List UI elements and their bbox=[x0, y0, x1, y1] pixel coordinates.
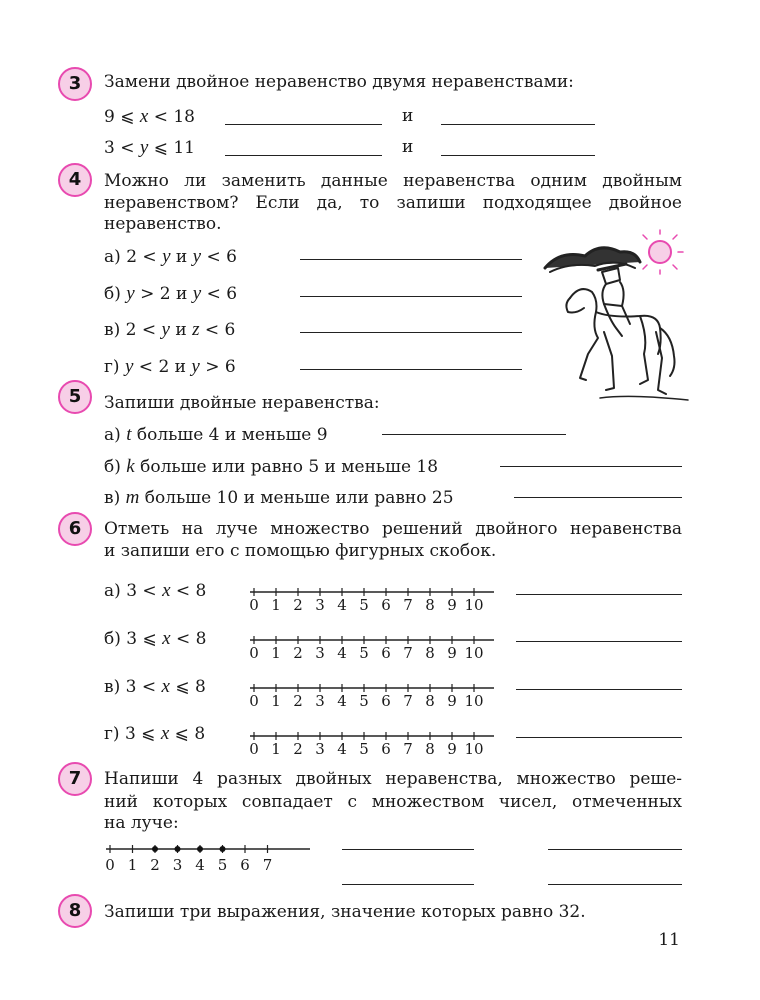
number-line-a[interactable] bbox=[249, 586, 500, 614]
tick-label: 6 bbox=[240, 856, 250, 874]
task-6-line-1: Отметь на луче множество решений двойного неравенства bbox=[104, 519, 682, 539]
task-4-item-a: а) 2 < y и y < 6 bbox=[104, 246, 237, 267]
task-7-line-1: Напиши 4 разных двойных неравенства, множество реше- bbox=[104, 769, 682, 789]
tick-label: 6 bbox=[381, 740, 391, 758]
tick-label: 10 bbox=[464, 596, 484, 614]
task-5-item-a: а) t больше 4 и меньше 9 bbox=[104, 424, 328, 445]
tick-label: 6 bbox=[381, 644, 391, 662]
task-7-line-2: ний которых совпадает с множеством чисел, отмеченных bbox=[104, 792, 682, 812]
tick-label: 4 bbox=[337, 692, 347, 710]
number-line-axis bbox=[106, 842, 312, 856]
answer-line[interactable] bbox=[300, 259, 522, 260]
answer-line[interactable] bbox=[514, 497, 682, 498]
answer-line[interactable] bbox=[300, 332, 522, 333]
answer-line[interactable] bbox=[342, 849, 474, 850]
task-3-row-1: 9 ⩽ x < 18 bbox=[104, 106, 195, 127]
tick-label: 1 bbox=[271, 596, 281, 614]
task-4-badge: 4 bbox=[58, 163, 92, 197]
answer-line[interactable] bbox=[382, 434, 566, 435]
marked-point bbox=[175, 846, 181, 852]
tick-label: 10 bbox=[464, 692, 484, 710]
answer-line[interactable] bbox=[225, 155, 382, 156]
task-3-row-2: 3 < y ⩽ 11 bbox=[104, 137, 195, 158]
answer-line[interactable] bbox=[516, 641, 682, 642]
tick-label: 3 bbox=[315, 644, 325, 662]
tick-label: 2 bbox=[293, 692, 303, 710]
task-7-line-3: на луче: bbox=[104, 813, 179, 833]
answer-line[interactable] bbox=[441, 155, 595, 156]
conjunction: и bbox=[402, 137, 414, 157]
tick-label: 5 bbox=[359, 692, 369, 710]
tick-label: 7 bbox=[403, 596, 413, 614]
answer-line[interactable] bbox=[342, 884, 474, 885]
tick-label: 7 bbox=[403, 644, 413, 662]
task-4-line-2: неравенством? Если да, то запиши подходящее двойное bbox=[104, 193, 682, 213]
tick-label: 2 bbox=[293, 740, 303, 758]
task-4-item-d: г) y < 2 и y > 6 bbox=[104, 356, 236, 377]
tick-label: 1 bbox=[127, 856, 138, 874]
page-number: 11 bbox=[658, 930, 680, 950]
tick-label: 10 bbox=[464, 644, 484, 662]
answer-line[interactable] bbox=[516, 594, 682, 595]
tick-label: 9 bbox=[447, 692, 457, 710]
tick-label: 8 bbox=[425, 692, 435, 710]
tick-label: 0 bbox=[249, 644, 259, 662]
task-4-item-c: в) 2 < y и z < 6 bbox=[104, 319, 236, 340]
task-6-item-d: г) 3 ⩽ x ⩽ 8 bbox=[104, 723, 206, 744]
answer-line[interactable] bbox=[225, 124, 382, 125]
tick-label: 10 bbox=[464, 740, 484, 758]
task-6-badge: 6 bbox=[58, 512, 92, 546]
task-5-item-b: б) k больше или равно 5 и меньше 18 bbox=[104, 456, 439, 477]
task-4-line-1: Можно ли заменить данные неравенства одним двойным bbox=[104, 171, 682, 191]
tick-label: 4 bbox=[337, 644, 347, 662]
tick-label: 5 bbox=[359, 740, 369, 758]
task-6-item-c: в) 3 < x ⩽ 8 bbox=[104, 676, 206, 697]
answer-line[interactable] bbox=[300, 369, 522, 370]
answer-line[interactable] bbox=[516, 737, 682, 738]
tick-label: 2 bbox=[293, 596, 303, 614]
tick-label: 3 bbox=[172, 856, 183, 874]
task-5-badge: 5 bbox=[58, 380, 92, 414]
number-line-d[interactable] bbox=[249, 730, 500, 758]
tick-label: 3 bbox=[315, 692, 325, 710]
tick-label: 9 bbox=[447, 644, 457, 662]
tick-label: 9 bbox=[447, 596, 457, 614]
tick-label: 0 bbox=[249, 596, 259, 614]
task-4-item-b: б) y > 2 и y < 6 bbox=[104, 283, 238, 304]
tick-label: 3 bbox=[315, 740, 325, 758]
task-3-text: Замени двойное неравенство двумя неравенствами: bbox=[104, 72, 574, 92]
answer-line[interactable] bbox=[548, 849, 682, 850]
conjunction: и bbox=[402, 106, 414, 126]
task-6-line-2: и запиши его с помощью фигурных скобок. bbox=[104, 541, 497, 561]
task-3-badge: 3 bbox=[58, 67, 92, 101]
tick-label: 8 bbox=[425, 740, 435, 758]
tick-label: 5 bbox=[217, 856, 228, 874]
task-8-text: Запиши три выражения, значение которых равно 32. bbox=[104, 902, 586, 922]
tick-label: 2 bbox=[150, 856, 160, 874]
task-6-item-a: а) 3 < x < 8 bbox=[104, 580, 207, 601]
task-8-badge: 8 bbox=[58, 894, 92, 928]
number-line-c[interactable] bbox=[249, 682, 500, 710]
tick-label: 9 bbox=[447, 740, 457, 758]
tick-label: 4 bbox=[337, 740, 347, 758]
task-5-text: Запиши двойные неравенства: bbox=[104, 393, 380, 413]
tick-label: 6 bbox=[381, 692, 391, 710]
tick-label: 0 bbox=[249, 692, 259, 710]
tick-label: 3 bbox=[315, 596, 325, 614]
answer-line[interactable] bbox=[500, 466, 682, 467]
answer-line[interactable] bbox=[300, 296, 522, 297]
tick-label: 5 bbox=[359, 596, 369, 614]
tick-label: 0 bbox=[105, 856, 115, 874]
tick-label: 8 bbox=[425, 596, 435, 614]
task-4-line-3: неравенство. bbox=[104, 214, 222, 234]
tick-label: 6 bbox=[381, 596, 391, 614]
marked-point bbox=[220, 846, 226, 852]
tick-label: 7 bbox=[262, 856, 273, 874]
tick-label: 4 bbox=[195, 856, 205, 874]
tick-label: 8 bbox=[425, 644, 435, 662]
answer-line[interactable] bbox=[516, 689, 682, 690]
answer-line[interactable] bbox=[441, 124, 595, 125]
marked-point bbox=[197, 846, 203, 852]
number-line-b[interactable] bbox=[249, 634, 500, 662]
answer-line[interactable] bbox=[548, 884, 682, 885]
tick-label: 1 bbox=[271, 644, 281, 662]
tick-label: 1 bbox=[271, 692, 281, 710]
task-7-badge: 7 bbox=[58, 762, 92, 796]
rider-illustration bbox=[540, 228, 690, 408]
task-5-item-c: в) m больше 10 и меньше или равно 25 bbox=[104, 487, 454, 508]
tick-label: 1 bbox=[271, 740, 281, 758]
tick-label: 5 bbox=[359, 644, 369, 662]
tick-label: 0 bbox=[249, 740, 259, 758]
tick-label: 4 bbox=[337, 596, 347, 614]
task-6-item-b: б) 3 ⩽ x < 8 bbox=[104, 628, 207, 649]
marked-point bbox=[152, 846, 158, 852]
tick-label: 7 bbox=[403, 740, 413, 758]
number-line-marked bbox=[106, 842, 312, 872]
tick-label: 2 bbox=[293, 644, 303, 662]
tick-label: 7 bbox=[403, 692, 413, 710]
